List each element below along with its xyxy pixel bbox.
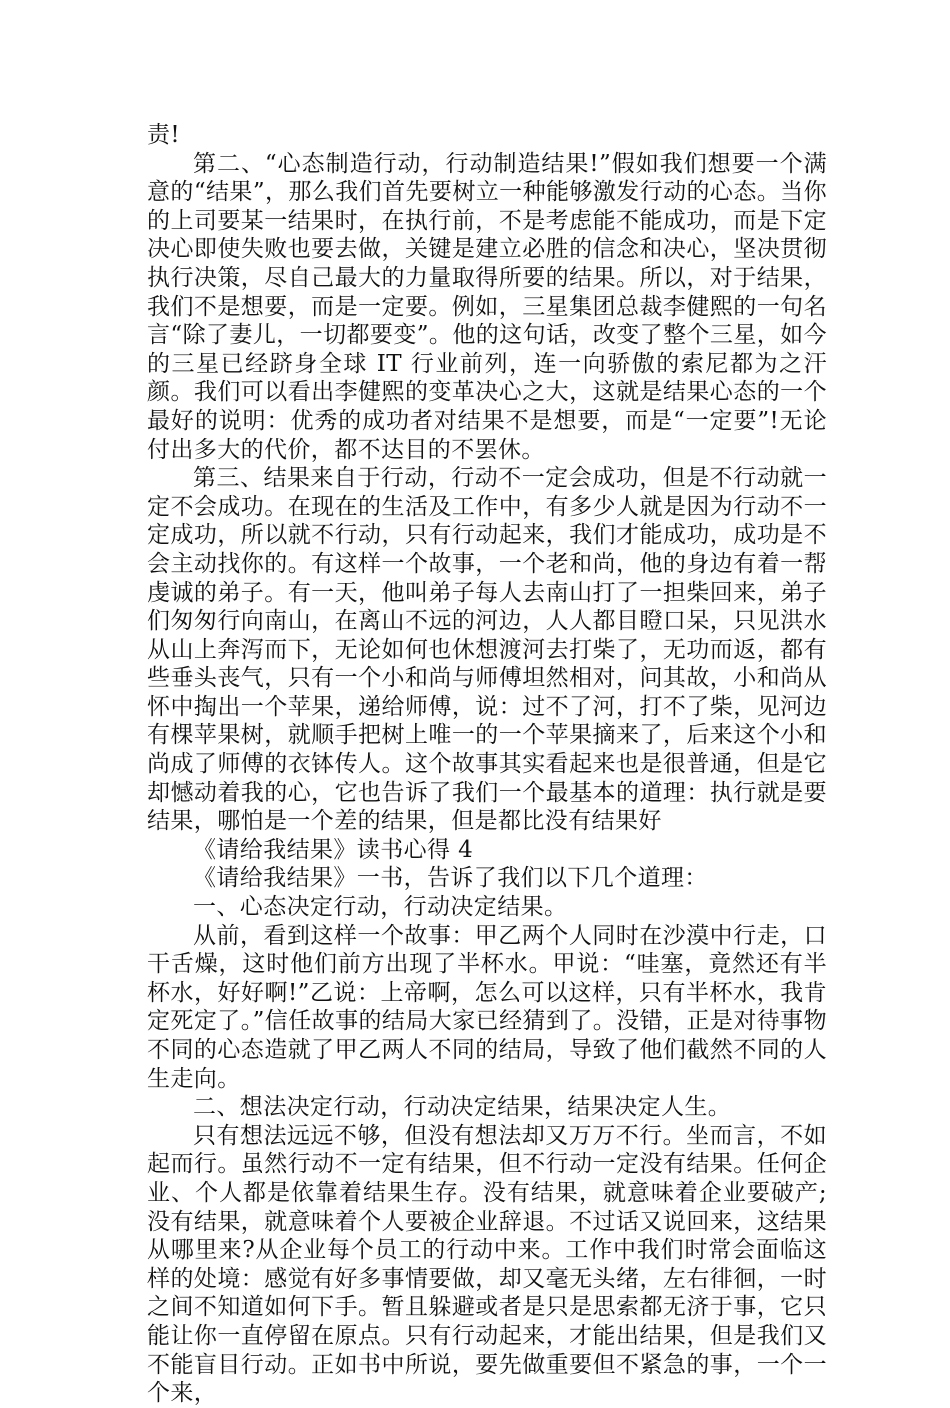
paragraph-continuation: 责! <box>147 122 181 148</box>
point-two-heading: 二、想法决定行动，行动决定结果，结果决定人生。 <box>193 1094 732 1121</box>
paragraph-ideas-and-action: 只有想法远远不够，但没有想法却又万万不行。坐而言，不如起而行。虽然行动不一定有结果，但不行动一定没有结果。任何企业、个人都是依靠着结果生存。没有结果，就意味着企业要破产;没有结果，就意味着个人要被企业辞退。不过话又说回来，这结果从哪里来?从企业每个员工的行动中来。工作中我们时常会面临这样的处境：感觉有好多事情要做，却又毫无头绪，左右徘徊，一时之间不知道如何下手。暂且躲避或者是只是思索都无济于事，它只能让你一直停留在原点。只有行动起来，才能出结果，但是我们又不能盲目行动。正如书中所说，要先做重要但不紧急的事，一个一个来， <box>147 1122 827 1407</box>
paragraph-half-cup-story: 从前，看到这样一个故事：甲乙两个人同时在沙漠中行走，口干舌燥，这时他们前方出现了半杯水。甲说：“哇塞，竟然还有半杯水，好好啊!”乙说：上帝啊，怎么可以这样，只有半杯水，我肯定死定了。”信任故事的结局大家已经猜到了。没错，正是对待事物不同的心态造就了甲乙两人不同的结局，导致了他们截然不同的人生走向。 <box>147 922 827 1092</box>
point-one-heading: 一、心态决定行动，行动决定结果。 <box>193 894 568 921</box>
paragraph-mindset-creates-action: 第二、“心态制造行动，行动制造结果!”假如我们想要一个满意的“结果”，那么我们首先要树立一种能够激发行动的心态。当你的上司要某一结果时，在执行前，不是考虑能不能成功，而是下定决心即使失败也要去做，关键是建立必胜的信念和决心，坚决贯彻执行决策，尽自己最大的力量取得所要的结果。所以，对于结果，我们不是想要，而是一定要。例如，三星集团总裁李健熙的一句名言“除了妻儿，一切都要变”。他的这句话，改变了整个三星，如今的三星已经跻身全球 IT 行业前列，连一向骄傲的索尼都为之汗颜。我们可以看出李健熙的变革决心之大，这就是结果心态的一个最好的说明：优秀的成功者对结果不是想要，而是“一定要”!无论付出多大的代价，都不达目的不罢休。 <box>147 150 827 463</box>
paragraph-intro: 《请给我结果》一书，告诉了我们以下几个道理： <box>193 865 708 892</box>
section-heading: 《请给我结果》读书心得 4 <box>193 836 474 863</box>
document-body <box>147 121 827 1408</box>
paragraph-results-from-action: 第三、结果来自于行动，行动不一定会成功，但是不行动就一定不会成功。在现在的生活及工作中，有多少人就是因为行动不一定成功，所以就不行动，只有行动起来，我们才能成功，成功是不会主动找你的。有这样一个故事，一个老和尚，他的身边有着一帮虔诚的弟子。有一天，他叫弟子每人去南山打了一担柴回来，弟子们匆匆行向南山，在离山不远的河边，人人都目瞪口呆，只见洪水从山上奔泻而下，无论如何也休想渡河去打柴了，无功而返，都有些垂头丧气，只有一个小和尚与师傅坦然相对，问其故，小和尚从怀中掏出一个苹果，递给师傅，说：过不了河，打不了柴，见河边有棵苹果树，就顺手把树上唯一的一个苹果摘来了，后来这个小和尚成了师傅的衣钵传人。这个故事其实看起来也是很普通，但是它却憾动着我的心，它也告诉了我们一个最基本的道理：执行就是要结果，哪怕是一个差的结果，但是都比没有结果好 <box>147 465 827 835</box>
